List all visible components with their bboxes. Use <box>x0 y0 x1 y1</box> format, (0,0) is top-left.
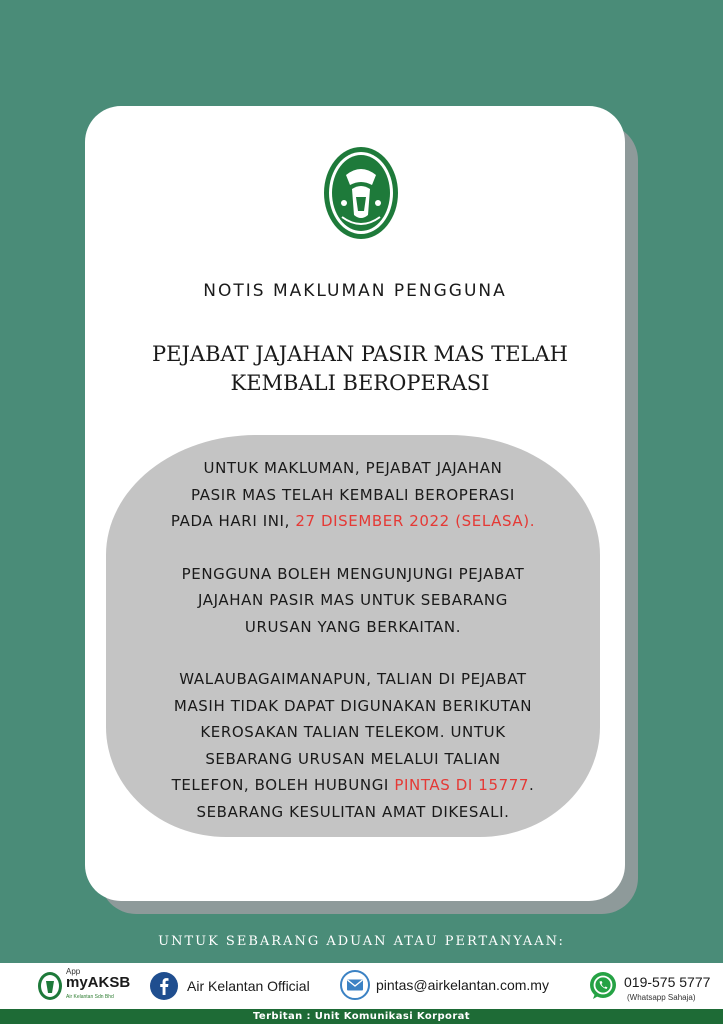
p1-line-1: UNTUK MAKLUMAN, PEJABAT JAJAHAN <box>203 459 503 477</box>
paragraph-visit <box>106 561 600 641</box>
p3-line-2: MASIH TIDAK DAPAT DIGUNAKAN BERIKUTAN <box>173 696 533 715</box>
paragraph-reopening <box>106 455 600 535</box>
contact-heading: UNTUK SEBARANG ADUAN ATAU PERTANYAAN: <box>158 934 565 949</box>
notice-title: NOTIS MAKLUMAN PENGGUNA <box>203 281 507 301</box>
p2-line-1: PENGGUNA BOLEH MENGUNJUNGI PEJABAT <box>181 564 525 583</box>
myaksb-app-icon <box>37 971 63 1001</box>
p3-line-5-suffix: . <box>529 776 535 794</box>
facebook-link[interactable] <box>150 972 310 1000</box>
whatsapp-icon <box>588 971 618 1001</box>
footer-bar: Terbitan : Unit Komunikasi Korporat <box>0 1009 723 1024</box>
facebook-icon <box>150 972 178 1000</box>
app-subtitle: Air Kelantan Sdn Bhd <box>66 994 114 1000</box>
p1-line-3: PADA HARI INI, <box>170 512 296 530</box>
email-icon <box>340 970 370 1000</box>
app-name: myAKSB <box>66 974 131 991</box>
p2-line-2: JAJAHAN PASIR MAS UNTUK SEBARANG <box>198 591 508 609</box>
headline-line-1: PEJABAT JAJAHAN PASIR MAS TELAH <box>152 342 568 366</box>
info-text <box>106 455 600 851</box>
app-label-small: App <box>66 967 81 976</box>
whatsapp-note: (Whatsapp Sahaja) <box>627 993 696 1002</box>
p2-line-3: URUSAN YANG BERKAITAN. <box>244 617 462 636</box>
facebook-label: Air Kelantan Official <box>187 978 310 994</box>
email-address: pintas@airkelantan.com.my <box>376 977 549 993</box>
p1-line-2: PASIR MAS TELAH KEMBALI BEROPERASI <box>191 485 515 504</box>
whatsapp-number: 019-575 5777 <box>624 974 711 990</box>
paragraph-phone-line <box>106 666 600 825</box>
headline <box>95 340 625 398</box>
p3-line-5: TELEFON, BOLEH HUBUNGI <box>171 776 395 794</box>
p3-line-6: SEBARANG KESULITAN AMAT DIKESALI. <box>196 802 510 821</box>
pintas-number: PINTAS DI 15777 <box>394 776 530 794</box>
p3-line-4: SEBARANG URUSAN MELALUI TALIAN <box>205 749 501 768</box>
p3-line-1: WALAUBAGAIMANAPUN, TALIAN DI PEJABAT <box>179 670 527 688</box>
p3-line-3: KEROSAKAN TALIAN TELEKOM. UNTUK <box>200 723 506 741</box>
air-kelantan-logo-icon <box>322 145 400 241</box>
email-link[interactable] <box>340 970 549 1000</box>
reopening-date: 27 DISEMBER 2022 (SELASA). <box>295 512 536 530</box>
headline-line-2: KEMBALI BEROPERASI <box>230 371 490 395</box>
